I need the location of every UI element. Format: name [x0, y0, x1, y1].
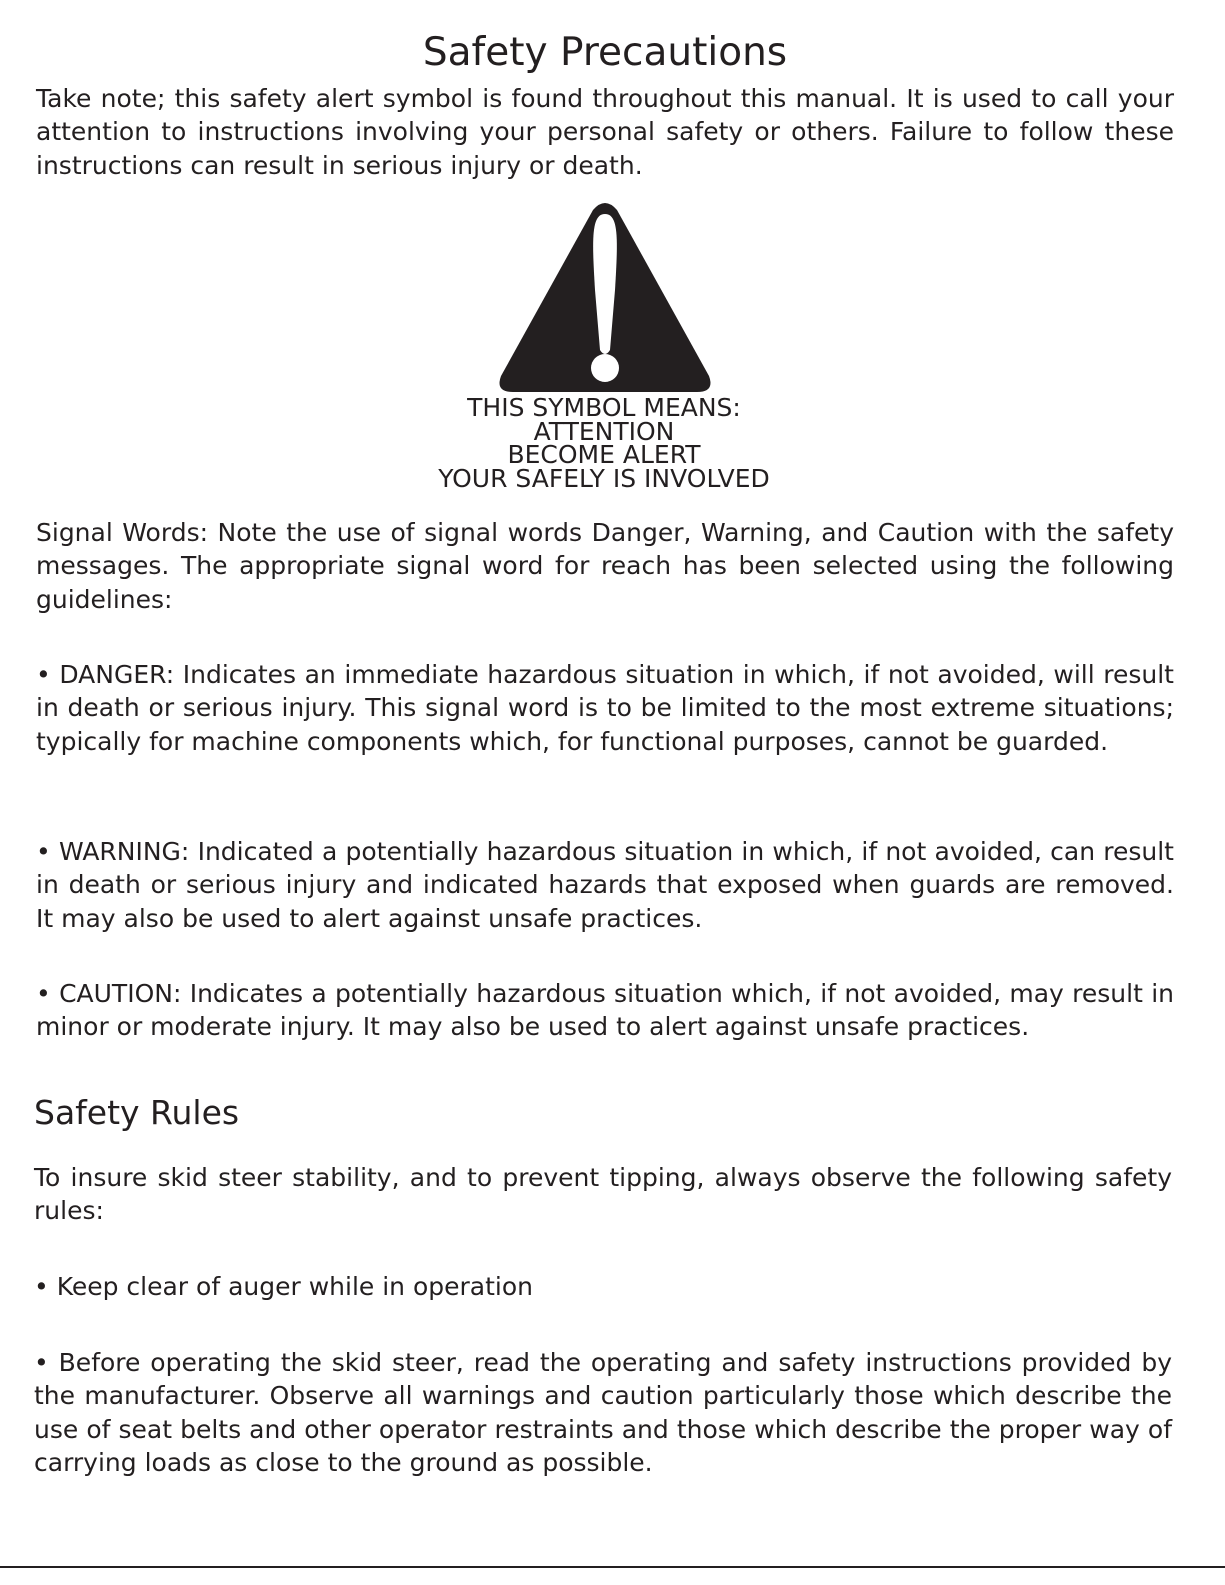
page-title: Safety Precautions [422, 30, 788, 75]
symbol-caption-line: BECOME ALERT [507, 440, 701, 470]
safety-rule-item: • Before operating the skid steer, read the operating and safety instructions provided by the manufacturer. Observe all warnings and caution particularly those which describe the use of seat belts and other operator restraints and those which describe the proper way of carrying loads as close to the ground as possible. [34, 1348, 1172, 1477]
safety-rule-item: • Keep clear of auger while in operation [34, 1272, 533, 1301]
safety-alert-triangle-icon [497, 200, 713, 394]
danger-guideline: • DANGER: Indicates an immediate hazardous situation in which, if not avoided, will result in death or serious injury. This signal word is to be limited to the most extreme situations; typically for machine components which, for functional purposes, cannot be guarded. [36, 660, 1174, 756]
warning-guideline: • WARNING: Indicated a potentially hazardous situation in which, if not avoided, can result in death or serious injury and indicated hazards that exposed when guards are removed. It may also be used to alert against unsafe practices. [36, 837, 1174, 933]
caution-guideline: • CAUTION: Indicates a potentially hazardous situation which, if not avoided, may result in minor or moderate injury. It may also be used to alert against unsafe practices. [36, 979, 1174, 1042]
safety-rules-intro: To insure skid steer stability, and to prevent tipping, always observe the following safety rules: [34, 1163, 1172, 1226]
symbol-caption-line: THIS SYMBOL MEANS: [467, 393, 741, 422]
safety-rules-heading: Safety Rules [34, 1093, 240, 1132]
symbol-caption-line: ATTENTION [533, 416, 675, 446]
symbol-caption [0, 393, 1208, 493]
bottom-divider [0, 1566, 1225, 1568]
signal-words-paragraph: Signal Words: Note the use of signal words Danger, Warning, and Caution with the safety messages. The appropriate signal word for reach has been selected using the following guidelines: [36, 518, 1174, 614]
intro-paragraph: Take note; this safety alert symbol is found throughout this manual. It is used to call your attention to instructions involving your personal safety or others. Failure to follow these instructions can result in serious injury or death. [36, 84, 1174, 180]
symbol-caption-line: YOUR SAFELY IS INVOLVED [438, 463, 770, 493]
